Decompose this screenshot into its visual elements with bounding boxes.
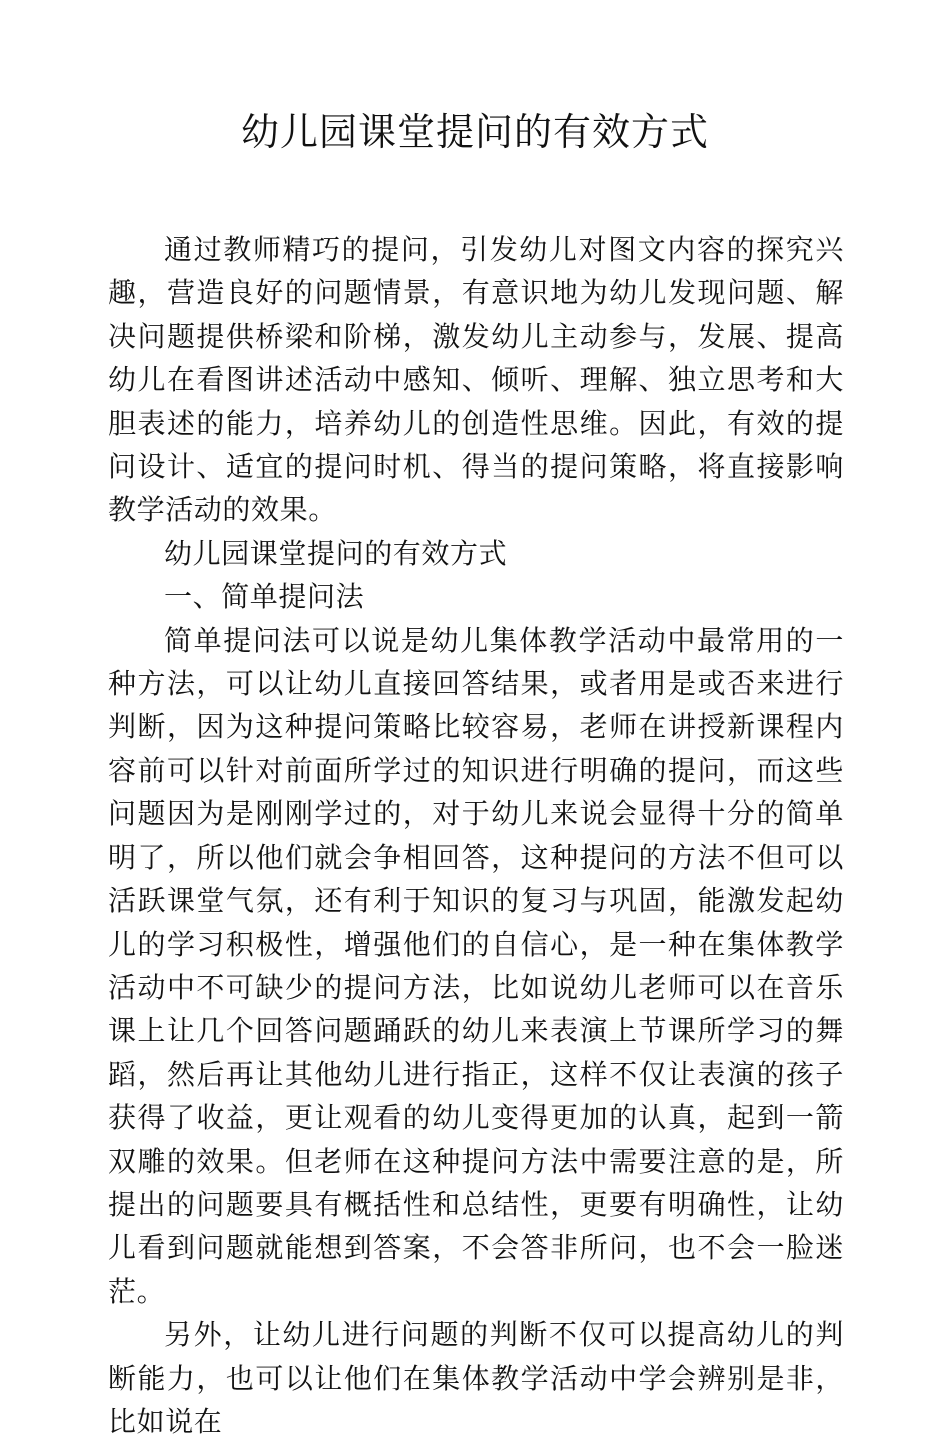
subsection-heading: 一、简单提问法 bbox=[164, 580, 365, 614]
intro-paragraph: 通过教师精巧的提问，引发幼儿对图文内容的探究兴趣，营造良好的问题情景，有意识地为幼儿发现问题、解决问题提供桥梁和阶梯，激发幼儿主动参与，发展、提高幼儿在看图讲述活动中感知、倾听、理解、独立思考和大胆表述的能力，培养幼儿的创造性思维。因此，有效的提问设计、适宜的提问时机、得当的提问策略，将直接影响教学活动的效果。 bbox=[108, 233, 844, 527]
section-heading: 幼儿园课堂提问的有效方式 bbox=[164, 536, 508, 570]
document-body bbox=[108, 228, 844, 1443]
body-paragraph: 简单提问法可以说是幼儿集体教学活动中最常用的一种方法，可以让幼儿直接回答结果，或者用是或否来进行判断，因为这种提问策略比较容易，老师在讲授新课程内容前可以针对前面所学过的知识进行明确的提问，而这些问题因为是刚刚学过的，对于幼儿来说会显得十分的简单明了，所以他们就会争相回答，这种提问的方法不但可以活跃课堂气氛，还有利于知识的复习与巩固，能激发起幼儿的学习积极性，增强他们的自信心，是一种在集体教学活动中不可缺少的提问方法，比如说幼儿老师可以在音乐课上让几个回答问题踊跃的幼儿来表演上节课所学习的舞蹈，然后再让其他幼儿进行指正，这样不仅让表演的孩子获得了收益，更让观看的幼儿变得更加的认真，起到一箭双雕的效果。但老师在这种提问方法中需要注意的是，所提出的问题要具有概括性和总结性，更要有明确性，让幼儿看到问题就能想到答案，不会答非所问，也不会一脸迷茫。 bbox=[108, 623, 844, 1308]
body-paragraph: 另外，让幼儿进行问题的判断不仅可以提高幼儿的判断能力，也可以让他们在集体教学活动中学会辨别是非，比如说在 bbox=[108, 1318, 844, 1438]
document-title: 幼儿园课堂提问的有效方式 bbox=[240, 110, 709, 154]
